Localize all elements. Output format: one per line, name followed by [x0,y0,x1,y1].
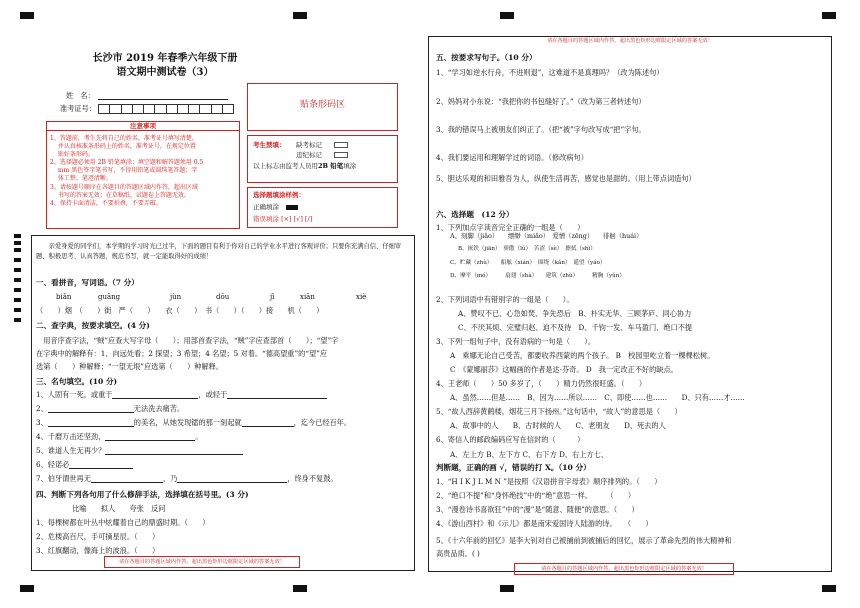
section4-title: 四、判断下列各句用了什么修辞手法，选择填在括号里。(3 分) [36,490,249,499]
q3: 3、下列一组句子中，没有语病的一句是（ ）。 [436,337,596,346]
q2-options-cd: C、不厌其烦、完璧归赵、迫不及待 D、千钧一发、车马盈门、绝口不提 [458,323,693,332]
fill-example-title: 选择题填涂样例： [253,191,305,199]
blank[interactable] [105,447,243,455]
side-mark [14,318,21,322]
corner-mark [500,12,514,19]
corner-mark [500,585,514,592]
blank[interactable] [242,419,294,427]
side-mark [14,268,21,272]
section2-line: 选第（ ）种解释；“一望无垠”应选第（ ）种解释。 [36,362,224,371]
section4-item: 1、每棵树都在叶丛中炫耀着自己的鼎盛时期。（ ） [36,518,210,527]
missing-mark-label: 缺考标记 [296,141,322,149]
note-line: mm 黑色签字笔书写，不得用铅笔或圆珠笔答题；字 [50,167,198,175]
barcode-label: 贴条形码区 [299,100,345,110]
name-field[interactable] [98,99,228,100]
blank[interactable] [91,475,163,483]
corner-mark [822,12,836,19]
exam-status-note [253,162,356,170]
poem-item-4 [36,432,202,441]
name-label: 姓 名： [66,91,95,100]
q1: 1、下列加点字读音完全正确的一组是（ ） [436,223,585,232]
section6-title: 六、选择题 (12 分） [436,210,514,219]
notes-title: 注意事项 [130,122,156,130]
answer-line[interactable] [450,90,810,91]
poem-item-3 [36,418,351,427]
poem-text: 5、谁道人生无再少？ [36,446,106,455]
corner-mark [293,12,307,19]
poem-item-5 [36,446,243,455]
pinyin: xiè [356,293,367,301]
poem-item-2 [36,404,184,413]
poem-text: 7、伯牙谓世再无 [36,474,91,483]
side-mark [14,308,21,312]
section5-item: 5、胆达乐观的和田雅吾为人，纵使生活再苦，感觉也是甜的。（用上带点词造句） [436,174,696,183]
q2-options-ab: A、赞叹不已、心急如焚、争先恐后 B、朴实无华、三顾茅庐、同心协力 [458,309,692,318]
id-boxes[interactable] [98,104,234,114]
judge-item: 5、《十六年前的回忆》是李大钊对自己被捕前到被捕后的回忆，展示了革命先烈的伟大精神和 [436,536,732,545]
note-line: 3、请按题号顺序在各题目的答题区域内作答，超出区域 [50,183,198,191]
q1-option-b: B、嵌铁（jiān） 骄傲（lù） 苦涩（sè） 擦拭（shì） [458,246,596,252]
note-line: 2、选择题必须用 2B 铅笔填涂；填空题和解答题须用 0.5 [50,159,204,167]
note-line: 并认真核准条形码上的姓名，准考证号，在规定位置 [50,143,196,151]
q5-options: A、故事中的人 B、古时候的人 C、老朋友 D、死去的人 [450,421,666,430]
pinyin: jùn [170,293,182,301]
exam-title: 长沙市 2019 年春季六年级下册 [92,53,238,64]
section3-title: 三、名句填空。(10 分) [36,377,118,386]
poem-text: ，终身不复鼓。 [287,474,338,483]
intro-text: 亲爱身爱的同学们，本学期的学习时光已过半，下面的题目有利于你对自己的学业水平进行客观评价；只要你充满自信、仔细审题、积极思考、认真答题，规范书写，就一定能取得好的成绩！ [36,243,402,260]
corner-mark [20,585,34,592]
pinyin: jī [270,293,275,301]
poem-text: 2、 [36,404,48,413]
fill-correct-sample [286,205,298,210]
blank[interactable] [177,475,287,483]
section5-item: 1、“学习如逆水行舟，不进则退”，这难道不是真理吗？（改为陈述句） [436,68,664,77]
section2-line: 用音序查字法，“贼”应查大写字母（ ）；用部首查字法，“贼”字应查部首（ ）；“望”字 [36,336,339,345]
section1-title: 一、看拼音，写词语。（7 分） [36,278,139,287]
exam-subtitle: 语文期中测试卷（3） [116,67,214,78]
judge-item: 2、“绝口不提”和“身怀绝技”中的“绝”意思一样。 （ ） [436,491,636,500]
blank[interactable] [48,419,134,427]
poem-text: ，迄今已经百年。 [293,418,352,427]
side-mark [14,258,21,262]
top-warning-right: 请在各题目的答题区域内作答，超出黑色矩形边框限定区域的答案无效！ [546,38,713,44]
pinyin: dōu [216,293,230,301]
judge-item: 4、《游山西村》和《示儿》都是南宋爱国诗人陆游的诗。 （ ） [436,519,653,528]
side-mark [14,288,21,292]
poem-item-7 [36,474,338,483]
note-line: 书写的答案无效；在草稿纸、试题卷上答题无效。 [50,191,190,199]
side-mark [14,248,21,252]
judge-item: 高贵品质。( ) [436,549,480,558]
exam-status-note-bold: 2B 铅笔 [318,162,344,170]
poem-text: 3、 [36,418,48,427]
side-mark [14,234,21,238]
blank[interactable] [105,433,195,441]
section2-title: 二、查字典，按要求填空。(4 分) [36,321,150,330]
blank[interactable] [112,391,198,399]
section1-blanks[interactable]: （ ）烟 （ ）街 严（ ） 衣（ ） 书（ ）（ ）接 机（ ） [36,306,324,315]
judge-item: 3、“漫卷诗书喜欲狂”中的“漫”是“随意、随便”的意思。（ ） [436,505,639,514]
bottom-warning-left: 请在各题目的答题区域内作答，超出黑色矩形边框限定区域的答案无效！ [118,559,285,565]
corner-mark [293,585,307,592]
violation-mark-label: 违纪标记 [296,151,322,159]
corner-mark [822,585,836,592]
fill-correct-label: 正确填涂 [253,203,279,211]
bottom-warning-right: 请在各题目的答题区域内作答，超出黑色矩形边框限定区域的答案无效！ [540,566,707,572]
judge-item: 1、“H I K J L M N ”是按照《汉语拼音字母表》顺序排列的。（ ） [436,477,662,486]
section4-item: 3、红旗翻动，像海上的波浪。（ ） [36,546,160,555]
section5-item: 3、我的错误马上被朋友们纠正了。（把“被”字句改写成“把”字句。 [436,125,646,134]
q2: 2、下列词语中有错别字的一组是（ ）。 [436,295,574,304]
poem-item-6 [36,460,133,469]
section2-line: 在字典中的解释有：1、向远处看；2 探望；3 希望；4 名望；5 对着。“德高望重”的“望”应 [36,349,328,358]
corner-mark [20,12,34,19]
poem-text: ，或轻于 [198,390,228,399]
pinyin: guāng [98,293,121,301]
q4-options: A、虽然……但是…… B、因为……所以…… C、即使……也…… D、只有……才…… [450,393,745,402]
blank[interactable] [227,391,327,399]
notes-list [50,135,240,208]
poem-text: 1、人固有一死，或重于 [36,390,113,399]
poem-item-1 [36,390,327,399]
poem-text: ，乃 [162,474,178,483]
id-label: 准考证号： [60,104,96,113]
pinyin: biǎn [56,293,72,301]
section5-item: 4、我们要运用和理解学过的词语。（修改病句） [436,153,588,162]
side-mark [14,298,21,302]
q3-options-ab: A 乘娜无论自己受苦，都要收养西蒙的两个孩子。 B 校园里屹立着一棵棵松树。 [450,351,715,360]
fill-wrong-label: 错误填涂 [×] [√] [/] [253,215,313,223]
q4: 4、王老师（ ）50 多岁了，（ ）精力仍然很旺盛。（ ） [436,379,647,388]
note-line: 1、答题前，考生先将自己的姓名，准考证号填写清楚， [50,135,198,142]
judge-title: 判断题，正确的画 √，错误的打 X。（10 分） [436,463,591,472]
note-line: 4、保持卡面清洁，不要折叠，不要弄破。 [50,199,162,207]
section5-item: 2、妈妈对小东说：“我把你的书包缝好了。”（改为第三者转述句） [436,97,646,106]
q1-option-c: C、贮藏（zhù） 船舷（xián） 围绕（kǎn） 遥望（yáo） [450,260,606,266]
poem-text: 4、千磨万击还坚劲， [36,432,106,441]
side-mark [14,278,21,282]
blank[interactable] [69,461,133,469]
exam-status-note-prefix: 以上标志由监考人员用 [253,162,318,170]
q1-option-d: D、摩平（mó） 扇翅（shà） 建筑（zhù） 精胸（yǔn） [450,273,625,279]
note-line: 体工整、笔迹清晰。 [50,175,112,183]
q1-option-a: A、刻脚（jiǎo） 缥缈（miǎo） 爱憎（zēng） 徘徊（huái） [450,232,643,240]
poem-text: 6、轻诺必 [36,460,70,469]
note-line: 贴好条形码。 [50,151,94,159]
q6: 6、寄信人的邮政编码应写在信封的（ ） [436,435,585,444]
poem-text: 。 [195,432,203,441]
poem-text: 的美名，从她发现镭的那一刻起就 [133,418,242,427]
exam-status-label: 考生禁填： [253,141,286,149]
violation-mark-box[interactable] [334,152,348,158]
q6-options: A、左上方 B、左下方 C、右下方 D、右上方七、 [450,450,608,459]
pinyin: xiān [300,293,315,301]
q3-options-cd: C 《蒙娜丽莎》这幅画的作者是达·芬奇。 D 我一定改正不好的缺点。 [450,365,678,374]
q5: 5、“故人西辞黄鹤楼，烟花三月下扬州。”这句话中，“故人”的意思是（ ） [436,407,682,416]
side-mark [14,241,21,245]
poem-text: 无法洗去痛苦。 [133,404,185,413]
section4-item: 2、危楼高百尺，手可摘星辰。（ ） [36,532,160,541]
missing-mark-box[interactable] [334,142,348,148]
blank[interactable] [48,405,134,413]
exam-status-note-suffix: 填涂 [343,162,357,170]
section4-options: 比喻 拟人 夸张 反问 [72,504,166,513]
section5-title: 五、按要求写句子。（10 分） [436,53,537,62]
